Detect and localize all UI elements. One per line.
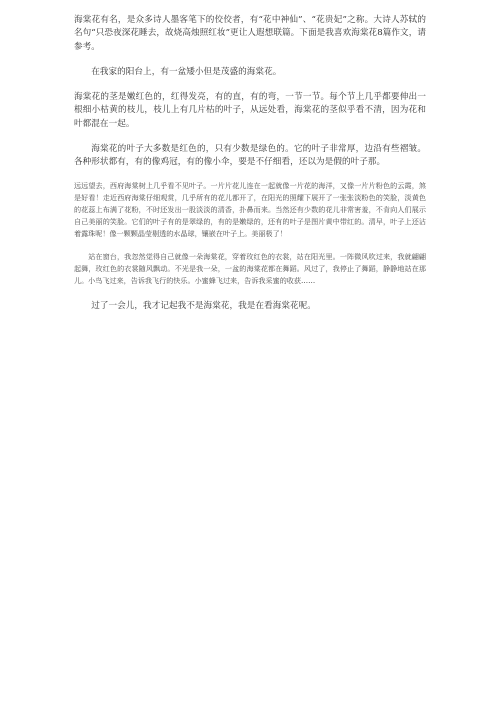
intro-paragraph: 海棠花有名，是众多诗人墨客笔下的佼佼者，有“花中神仙”、“花贵妃”之称。大诗人苏轼的名句“只恐夜深花睡去，故烧高烛照红妆”更让人遐想联篇。下面是我喜欢海棠花8篇作文，请参考。 <box>74 15 426 52</box>
balcony-paragraph: 在我家的阳台上，有一盆矮小但是茂盛的海棠花。 <box>91 66 282 77</box>
closing-paragraph: 过了一会儿，我才记起我不是海棠花，我是在看海棠花呢。 <box>91 301 316 312</box>
leaf-paragraph: 海棠花的叶子大多数是红色的，只有少数是绿色的。它的叶子非常厚，边沿有些褶皱。各种形状都有，有的像鸡冠，有的像小伞，要是不仔细看，还以为是假的叶子那。 <box>74 144 426 168</box>
document-page <box>74 14 426 314</box>
window-paragraph: 站在窗台，我忽然觉得自己就像一朵海棠花，穿着玫红色的衣裳，站在阳光里。一阵微风吹过来，我就翩翩起舞，玫红色的衣裳随风飘动。不光是我一朵，一盆的海棠花都在舞蹈。风过了，我停止了舞蹈，静静地站在那儿。小鸟飞过来，告诉我飞行的快乐。小蜜蜂飞过来，告诉我采蜜的收获…… <box>74 251 426 286</box>
xifu-begonia-paragraph: 远远望去，西府海棠树上几乎看不见叶子。一片片花儿连在一起就像一片花的海洋，又像一片片粉色的云霞，煞是好看！走近西府海棠仔细观赏，几乎所有的花儿都开了，在阳光的照耀下展开了一张张淡粉色的笑脸，淡黄色的花蕊上布满了花粉，不时还发出一股淡淡的清香，扑鼻而来。当然还有少数的花儿非常害羞，不肯向人们展示自己美丽的笑脸。它们的叶子有的是翠绿的，有的是嫩绿的，还有的叶子是图片黄中带红的。清早，叶子上还沾着露珠呢！像一颗颗晶莹剔透的水晶球，镶嵌在叶子上。美丽极了！ <box>74 180 426 239</box>
stem-paragraph: 海棠花的茎是嫩红色的，红得发亮，有的直，有的弯，一节一节。每个节上几乎都要伸出一根细小枯黄的枝儿，枝儿上有几片枯的叶子，从远处看，海棠花的茎似乎看不清，因为花和叶都混在一起。 <box>74 92 426 129</box>
